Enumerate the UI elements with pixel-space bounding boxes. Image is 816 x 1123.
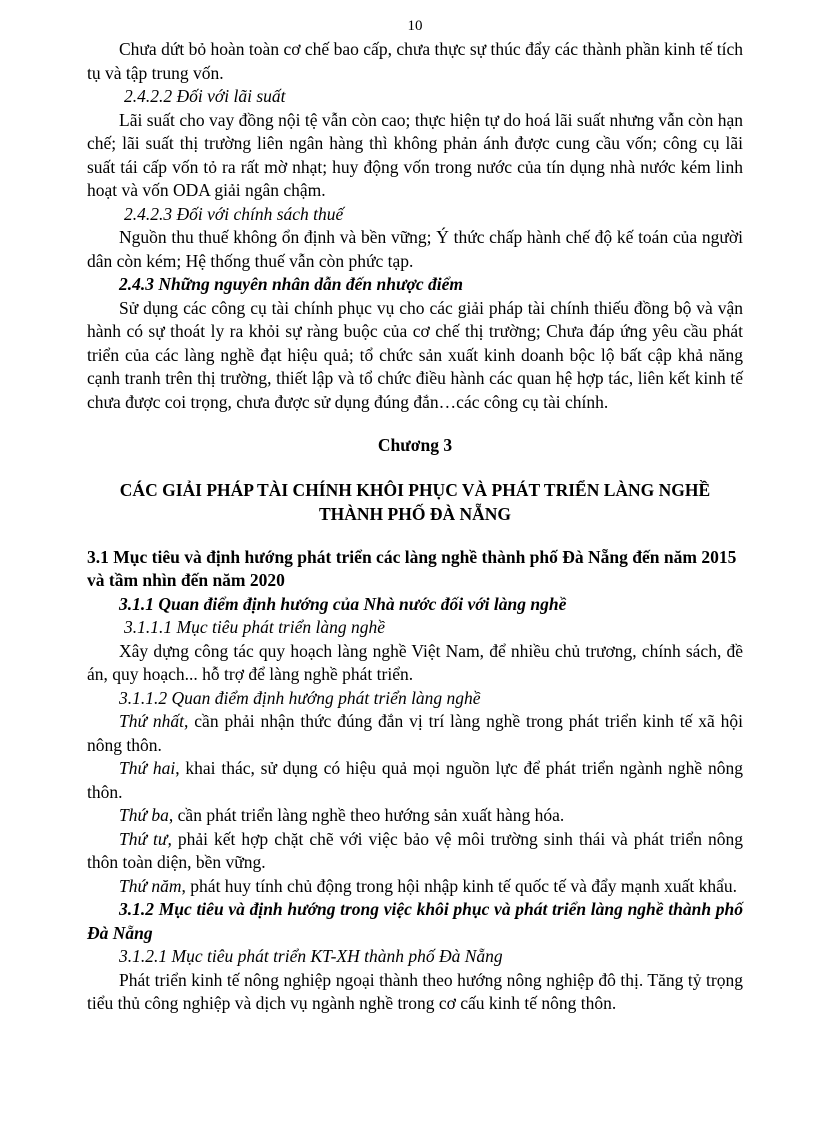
subsection-heading: 2.4.2.3 Đối với chính sách thuế <box>124 203 344 224</box>
section-heading: 3.1 Mục tiêu và định hướng phát triển các làng nghề thành phố Đà Nẵng đến năm 2015 và tầm nhìn đến năm 2020 <box>87 546 737 590</box>
chapter-title <box>87 478 743 526</box>
section-heading: 3.1.1 Quan điểm định hướng của Nhà nước đối với làng nghề <box>119 593 567 614</box>
paragraph <box>87 804 743 828</box>
section-heading: 2.4.3 Những nguyên nhân dẫn đến nhược điểm <box>119 274 463 294</box>
subsection-heading: 3.1.2.1 Mục tiêu phát triển KT-XH thành phố Đà Nẵng <box>119 946 503 966</box>
paragraph <box>87 757 743 804</box>
paragraph <box>87 828 743 875</box>
paragraph-text: , phát huy tính chủ động trong hội nhập kinh tế quốc tế và đẩy mạnh xuất khẩu. <box>181 875 738 896</box>
paragraph-text: phải kết hợp chặt chẽ với việc bảo vệ môi trường sinh thái và phát triển nông thôn toàn diện, bền vững. <box>87 828 744 872</box>
paragraph-lead: Thứ năm <box>119 875 182 896</box>
paragraph <box>87 875 743 899</box>
paragraph: Lãi suất cho vay đồng nội tệ vẫn còn cao; thực hiện tự do hoá lãi suất nhưng vẫn còn hạn chế; lãi suất thị trường liên ngân hàng thì không phản ánh được cung cầu vốn; công cụ lãi suất tái cấp vốn tỏ ra rất mờ nhạt; huy động vốn trong nước của tín dụng nhà nước kém linh hoạt và vốn ODA giải ngân chậm. <box>87 109 743 200</box>
paragraph-lead: Thứ tư, <box>119 828 172 849</box>
subsection-heading: 2.4.2.2 Đối với lãi suất <box>124 86 286 106</box>
paragraph: Phát triển kinh tế nông nghiệp ngoại thành theo hướng nông nghiệp đô thị. Tăng tỷ trọng tiểu thủ công nghiệp và dịch vụ ngành nghề trong cơ cấu kinh tế nông thôn. <box>87 969 743 1013</box>
paragraph-lead: Thứ nhất <box>119 711 185 731</box>
section-heading: 3.1.2 Mục tiêu và định hướng trong việc khôi phục và phát triển làng nghề thành phố Đà Nẵng <box>87 899 743 943</box>
chapter-label: Chương 3 <box>377 435 453 455</box>
paragraph: Chưa dứt bỏ hoàn toàn cơ chế bao cấp, chưa thực sự thúc đẩy các thành phần kinh tế tích tụ và tập trung vốn. <box>87 39 743 83</box>
paragraph: Xây dựng công tác quy hoạch làng nghề Việt Nam, để nhiều chủ trương, chính sách, đề án, quy hoạch... hỗ trợ để làng nghề phát triển. <box>87 640 743 684</box>
subsection-heading: 3.1.1.2 Quan điểm định hướng phát triển làng nghề <box>119 687 481 708</box>
page-number: 10 <box>407 18 423 34</box>
subsection-heading: 3.1.1.1 Mục tiêu phát triển làng nghề <box>124 617 386 637</box>
paragraph-lead: Thứ hai <box>119 758 176 778</box>
chapter-title-line: THÀNH PHỐ ĐÀ NẴNG <box>318 503 511 524</box>
chapter-title-line: CÁC GIẢI PHÁP TÀI CHÍNH KHÔI PHỤC VÀ PHÁT TRIỂN LÀNG NGHỀ <box>119 479 711 500</box>
paragraph-lead: Thứ ba <box>119 805 169 825</box>
paragraph-text: , cần phát triển làng nghề theo hướng sản xuất hàng hóa. <box>168 805 565 825</box>
paragraph: Nguồn thu thuế không ổn định và bền vững; Ý thức chấp hành chế độ kế toán của người dân còn kém; Hệ thống thuế vẫn còn phức tạp. <box>87 227 743 271</box>
document-page <box>87 16 743 1016</box>
paragraph-text: , cần phải nhận thức đúng đắn vị trí làng nghề trong phát triển kinh tế xã hội nông thôn. <box>87 711 744 755</box>
paragraph: Sử dụng các công cụ tài chính phục vụ cho các giải pháp tài chính thiếu đồng bộ và vận hành có sự thoát ly ra khỏi sự ràng buộc của cơ chế thị trường; Chưa đáp ứng yêu cầu phát triển của các làng nghề đạt hiệu quả; tổ chức sản xuất kinh doanh bộc lộ bất cập khả năng cạnh tranh trên thị trường, thiết lập và tổ chức điều hành các quan hệ hợp tác, liên kết kinh tế chưa được coi trọng, chưa được sử dụng đúng đắn…các công cụ tài chính. <box>87 297 743 412</box>
paragraph <box>87 710 743 757</box>
paragraph-text: , khai thác, sử dụng có hiệu quả mọi nguồn lực để phát triển ngành nghề nông thôn. <box>87 758 743 802</box>
